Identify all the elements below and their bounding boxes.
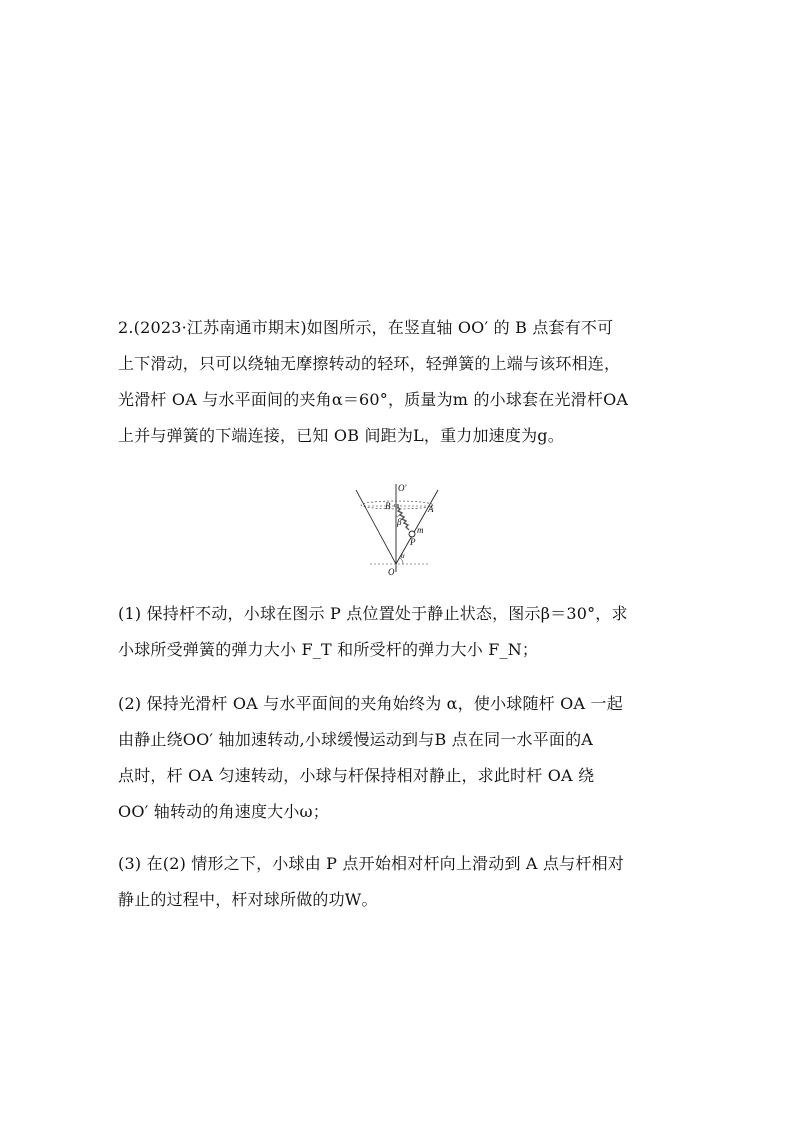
problem-line: 2.(2023·江苏南通市期末)如图所示，在竖直轴 OO′ 的 B 点套有不可 [118,318,614,337]
label-o-prime: O′ [398,483,407,493]
problem-line: 上并与弹簧的下端连接，已知 OB 间距为L，重力加速度为g。 [118,426,564,445]
question-line: 静止的过程中，杆对球所做的功W。 [118,890,378,909]
rod-spring-diagram [350,480,446,580]
label-a: A [428,504,434,514]
angle-beta-arc [396,514,400,516]
label-alpha: α [401,552,405,560]
problem-line: 上下滑动，只可以绕轴无摩擦转动的轻环，轻弹簧的上端与该环相连， [118,354,621,373]
label-b: B [385,501,391,511]
physics-diagram [350,480,446,580]
question-line: (3) 在(2) 情形之下，小球由 P 点开始相对杆向上滑动到 A 点与杆相对 [118,854,624,873]
question-1 [118,596,680,668]
question-line: 小球所受弹簧的弹力大小 F_T 和所受杆的弹力大小 F_N； [118,640,539,659]
problem-statement [118,310,680,454]
ring-b [394,504,399,507]
question-line: OO′ 轴转动的角速度大小ω； [118,802,330,821]
label-o: O [388,567,395,577]
problem-line: 光滑杆 OA 与水平面间的夹角α＝60°，质量为m 的小球套在光滑杆OA [118,390,629,409]
label-beta: β [397,517,402,527]
question-line: (1) 保持杆不动，小球在图示 P 点位置处于静止状态，图示β＝30°，求 [118,604,628,623]
question-line: 点时，杆 OA 匀速转动，小球与杆保持相对静止，求此时杆 OA 绕 [118,766,595,785]
label-p: P [410,537,416,547]
question-line: 由静止绕OO′ 轴加速转动,小球缓慢运动到与B 点在同一水平面的A [118,730,594,749]
label-m: m [417,525,424,535]
question-2 [118,686,680,830]
question-line: (2) 保持光滑杆 OA 与水平面间的夹角始终为 α，使小球随杆 OA 一起 [118,694,623,713]
question-3 [118,846,680,918]
